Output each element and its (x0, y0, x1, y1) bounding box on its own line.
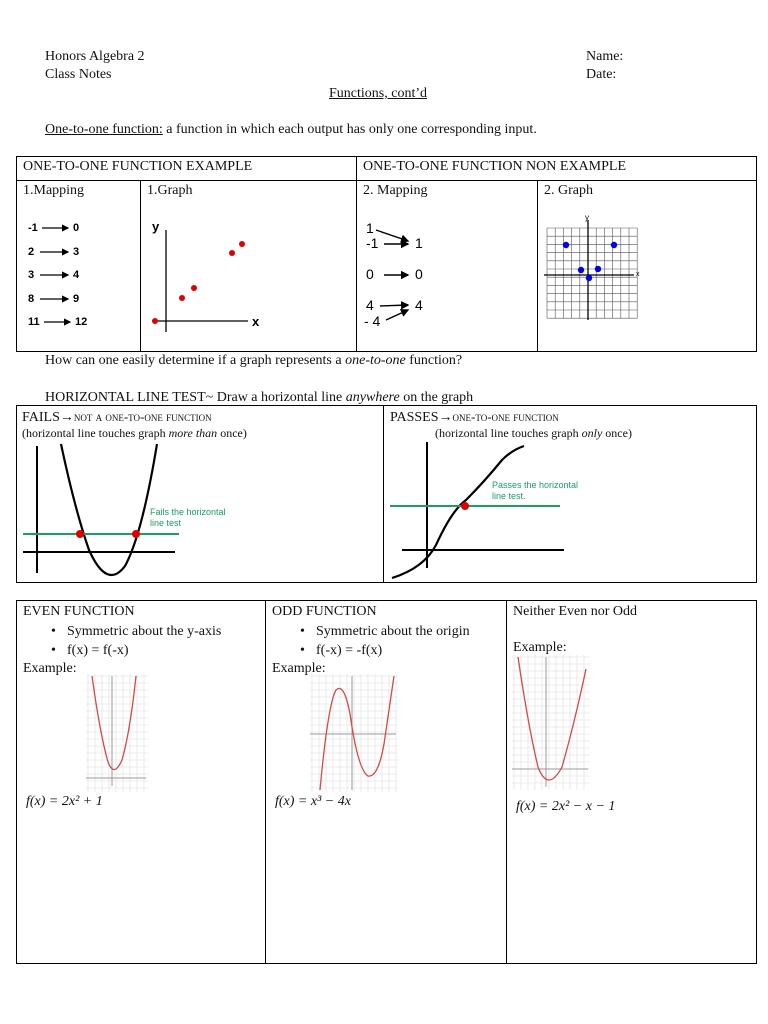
passes-note-post: once) (602, 426, 632, 440)
passes-arrow: → (438, 410, 453, 425)
odd-properties (272, 622, 470, 660)
mapping2-label: 2. Mapping (363, 183, 428, 198)
mapping-arrow (386, 310, 408, 320)
grid (512, 655, 590, 790)
page-title: Functions, cont’d (329, 86, 427, 101)
odd-property: • f(-x) = -f(x) (272, 641, 470, 660)
even-properties (23, 622, 221, 660)
data-point (239, 241, 245, 247)
fails-arrow: → (59, 410, 74, 425)
table-divider (265, 600, 266, 964)
intersection-point (132, 530, 140, 538)
mapping1-output: 9 (73, 293, 80, 305)
mapping2-input: 4 (366, 297, 374, 313)
table-divider (537, 180, 538, 352)
mapping1-input: 8 (28, 293, 35, 305)
odd-curve (320, 676, 394, 790)
neither-formula: f(x) = 2x² − x − 1 (516, 799, 616, 814)
data-point (229, 250, 235, 256)
data-point (586, 275, 592, 281)
passes-note-em: only (581, 426, 603, 440)
graph2-grid-plot (542, 212, 652, 324)
even-heading: EVEN FUNCTION (23, 604, 135, 619)
graph1-scatter (144, 210, 354, 340)
mapping1-input: -1 (28, 222, 38, 234)
fails-graph (17, 440, 382, 582)
mapping2-output: 0 (415, 266, 423, 282)
mapping2-input: - 4 (364, 313, 381, 329)
data-point (563, 242, 569, 248)
graph2-label: 2. Graph (544, 183, 593, 198)
table-divider (16, 180, 757, 181)
grid (310, 674, 398, 792)
parabola-curve (61, 444, 157, 575)
data-point (179, 295, 185, 301)
passes-annotation: Passes the horizontal (492, 480, 579, 490)
passes-heading (390, 408, 559, 426)
x-axis-label: x (252, 314, 260, 329)
data-point (611, 242, 617, 248)
cubic-curve (392, 446, 524, 578)
hlt-em: anywhere (345, 390, 400, 405)
date-label: Date: (586, 67, 617, 82)
mapping1-output: 4 (73, 269, 80, 281)
neither-example-graph (512, 655, 590, 790)
fails-title: not a one-to-one function (73, 409, 212, 424)
mapping1-input: 11 (28, 316, 40, 328)
mapping1-label: 1.Mapping (23, 183, 85, 198)
nonexample-heading: ONE-TO-ONE FUNCTION NON EXAMPLE (363, 159, 626, 174)
fails-note-em: more than (168, 426, 218, 440)
definition-term: One-to-one function: (45, 122, 163, 137)
grid (547, 228, 637, 318)
mapping2-input: 0 (366, 266, 374, 282)
horizontal-line-test-heading (45, 389, 473, 406)
mapping1-input: 2 (28, 246, 35, 258)
fails-note-pre: (horizontal line touches graph (22, 426, 169, 440)
question-em: one-to-one (345, 353, 406, 368)
odd-heading: ODD FUNCTION (272, 604, 377, 619)
intersection-point (461, 502, 469, 510)
name-label: Name: (586, 49, 624, 64)
definition-text: a function in which each output has only one corresponding input. (162, 122, 537, 137)
mapping2-diagram (362, 218, 442, 333)
even-formula: f(x) = 2x² + 1 (26, 794, 103, 809)
mapping1-output: 0 (73, 222, 80, 234)
table-divider (356, 156, 357, 352)
fails-heading (22, 408, 212, 426)
question-post: function? (405, 353, 463, 368)
intersection-point (76, 530, 84, 538)
odd-example-graph (310, 674, 398, 792)
fails-annotation: Fails the horizontal (150, 507, 226, 517)
mapping-arrow (380, 305, 408, 306)
even-property: • Symmetric about the y-axis (23, 622, 221, 641)
odd-property: • Symmetric about the origin (272, 622, 470, 641)
question-pre: How can one easily determine if a graph represents a (45, 353, 346, 368)
fails-note (22, 426, 247, 440)
mapping1-input: 3 (28, 269, 35, 281)
hlt-pre: HORIZONTAL LINE TEST~ Draw a horizontal line (45, 390, 346, 405)
mapping2-output: 4 (415, 297, 423, 313)
y-axis-label: y (152, 219, 160, 234)
data-point (152, 318, 158, 324)
table-divider (506, 600, 507, 964)
fails-note-post: once) (217, 426, 247, 440)
one-to-one-definition (45, 121, 537, 138)
grid (86, 674, 148, 792)
even-example-label: Example: (23, 661, 77, 676)
neither-example-label: Example: (513, 640, 567, 655)
data-point (578, 267, 584, 273)
even-property: • f(x) = f(-x) (23, 641, 221, 660)
fails-annotation: line test (150, 518, 182, 528)
mapping1-output: 12 (75, 316, 88, 328)
passes-graph (384, 440, 756, 582)
data-point (595, 266, 601, 272)
data-point (191, 285, 197, 291)
mapping1-output: 3 (73, 246, 80, 258)
x-axis-label: x (636, 271, 640, 278)
passes-word: PASSES (390, 410, 439, 425)
example-heading: ONE-TO-ONE FUNCTION EXAMPLE (23, 159, 253, 174)
mapping1-diagram (24, 215, 134, 335)
class-notes-label: Class Notes (45, 67, 112, 82)
passes-note-pre: (horizontal line touches graph (435, 426, 582, 440)
course-title: Honors Algebra 2 (45, 49, 145, 64)
passes-title: one-to-one function (452, 409, 559, 424)
even-example-graph (86, 674, 148, 792)
mapping2-output: 1 (415, 235, 423, 251)
mapping2-input: 1 (366, 220, 374, 236)
neither-heading: Neither Even nor Odd (513, 604, 638, 619)
odd-example-label: Example: (272, 661, 326, 676)
passes-annotation: line test. (492, 491, 526, 501)
fails-word: FAILS (22, 410, 60, 425)
y-axis-label: y (585, 213, 589, 222)
mapping-arrow (376, 230, 408, 241)
table-divider (140, 180, 141, 352)
graph1-label: 1.Graph (147, 183, 193, 198)
hlt-post: on the graph (399, 390, 474, 405)
question-text (45, 352, 462, 369)
mapping2-input: -1 (366, 235, 379, 251)
odd-formula: f(x) = x³ − 4x (275, 794, 351, 809)
passes-note (435, 426, 632, 440)
